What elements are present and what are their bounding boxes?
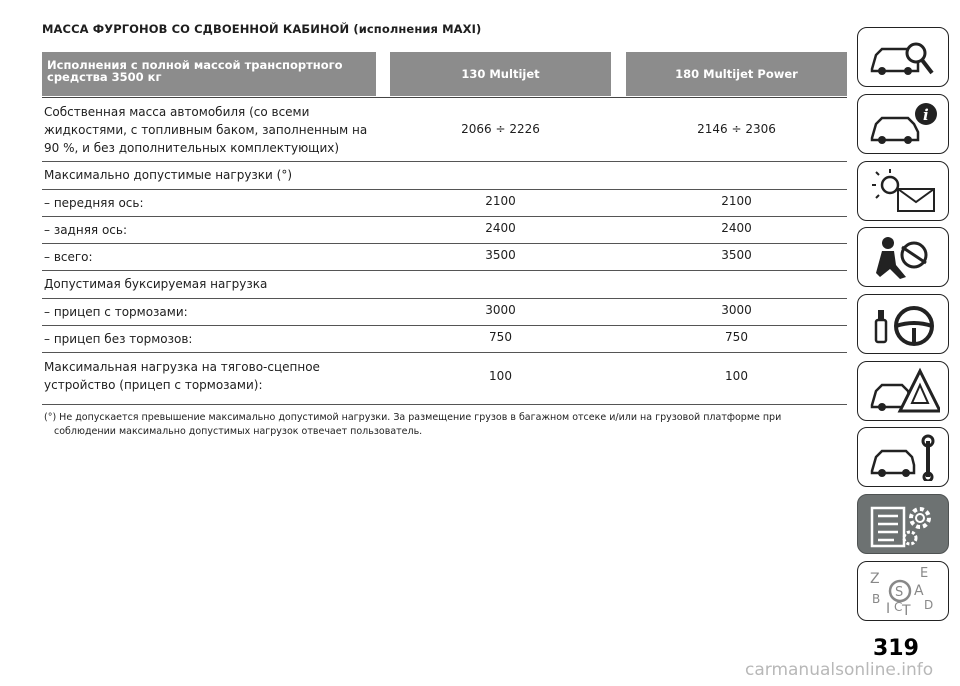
- table-header-row: [42, 52, 847, 98]
- row-label: Собственная масса автомобиля (со всеми жидкостями, с топливным баком, заполненным на 90 %, и без дополнительных комплектующих): [44, 105, 368, 155]
- row-label: – передняя ось:: [44, 196, 144, 210]
- watermark: carmanualsonline.info: [745, 660, 934, 680]
- table-row: [42, 98, 847, 162]
- warning-triangle-icon: [866, 367, 940, 415]
- car-search-icon: [866, 33, 940, 81]
- row-value-130: 3000: [485, 303, 516, 317]
- tab-warning-lights[interactable]: [857, 161, 949, 221]
- row-label: – задняя ось:: [44, 223, 127, 237]
- footnote: (°) Не допускается превышение максимально допустимой нагрузки. За размещение грузов в багажном отсеке и/или на грузовой платформе при соблюдении максимально допустимых нагрузок отвечает пользователь.: [44, 412, 782, 437]
- car-wrench-icon: [866, 433, 940, 481]
- row-value-180: 3000: [721, 303, 752, 317]
- table-row: [42, 271, 847, 299]
- row-value-180: 3500: [721, 248, 752, 262]
- svg-text:I: I: [886, 601, 891, 615]
- tab-specifications[interactable]: [857, 494, 949, 554]
- row-label: Максимальная нагрузка на тягово-сцепное устройство (прицеп с тормозами):: [44, 360, 320, 392]
- svg-text:B: B: [872, 592, 881, 606]
- svg-text:T: T: [902, 603, 911, 615]
- row-label: – прицеп с тормозами:: [44, 305, 188, 319]
- row-label: Максимально допустимые нагрузки (°): [44, 168, 293, 182]
- row-value-130: 750: [489, 330, 512, 344]
- tab-maintenance[interactable]: [857, 427, 949, 487]
- svg-text:A: A: [914, 583, 924, 599]
- svg-text:E: E: [920, 567, 929, 581]
- table-row: [42, 217, 847, 244]
- table-row: [42, 244, 847, 271]
- svg-text:Z: Z: [870, 571, 880, 587]
- alphabetical-index-icon: [866, 567, 940, 615]
- header-130-multijet: 130 Multijet: [390, 52, 611, 96]
- svg-text:S: S: [895, 585, 904, 600]
- row-value-130: 3500: [485, 248, 516, 262]
- warning-light-icon: [866, 167, 940, 215]
- page-number: 319: [873, 636, 919, 661]
- header-version: Исполнения с полной массой транспортного средства 3500 кг: [42, 52, 376, 96]
- row-label: – всего:: [44, 250, 93, 264]
- row-label: – прицеп без тормозов:: [44, 332, 193, 346]
- table-row: [42, 299, 847, 326]
- row-value-180: 2100: [721, 194, 752, 208]
- mass-table: [42, 52, 847, 405]
- header-180-multijet-power: 180 Multijet Power: [626, 52, 847, 96]
- specifications-gear-icon: [866, 500, 940, 548]
- tab-emergency[interactable]: [857, 361, 949, 421]
- row-value-130: 2100: [485, 194, 516, 208]
- car-info-icon: [866, 100, 940, 148]
- row-value-180: 2146 ÷ 2306: [697, 122, 776, 136]
- row-value-130: 2400: [485, 221, 516, 235]
- svg-text:i: i: [923, 106, 929, 124]
- row-value-180: 100: [725, 369, 748, 383]
- steering-wheel-icon: [866, 300, 940, 348]
- table-row: [42, 353, 847, 405]
- svg-text:D: D: [924, 598, 934, 612]
- row-label: Допустимая буксируемая нагрузка: [44, 277, 268, 291]
- tab-car-info[interactable]: [857, 94, 949, 154]
- row-value-180: 2400: [721, 221, 752, 235]
- table-row: [42, 326, 847, 353]
- row-value-180: 750: [725, 330, 748, 344]
- airbag-person-icon: [866, 233, 940, 281]
- tab-car-search[interactable]: [857, 27, 949, 87]
- row-value-130: 2066 ÷ 2226: [461, 122, 540, 136]
- tab-safety[interactable]: [857, 227, 949, 287]
- tab-index[interactable]: [857, 561, 949, 621]
- svg-text:C: C: [894, 600, 903, 614]
- row-value-130: 100: [489, 369, 512, 383]
- table-row: [42, 190, 847, 217]
- tab-driving[interactable]: [857, 294, 949, 354]
- page-title: МАССА ФУРГОНОВ СО СДВОЕННОЙ КАБИНОЙ (исполнения MAXI): [42, 22, 482, 36]
- table-row: [42, 162, 847, 190]
